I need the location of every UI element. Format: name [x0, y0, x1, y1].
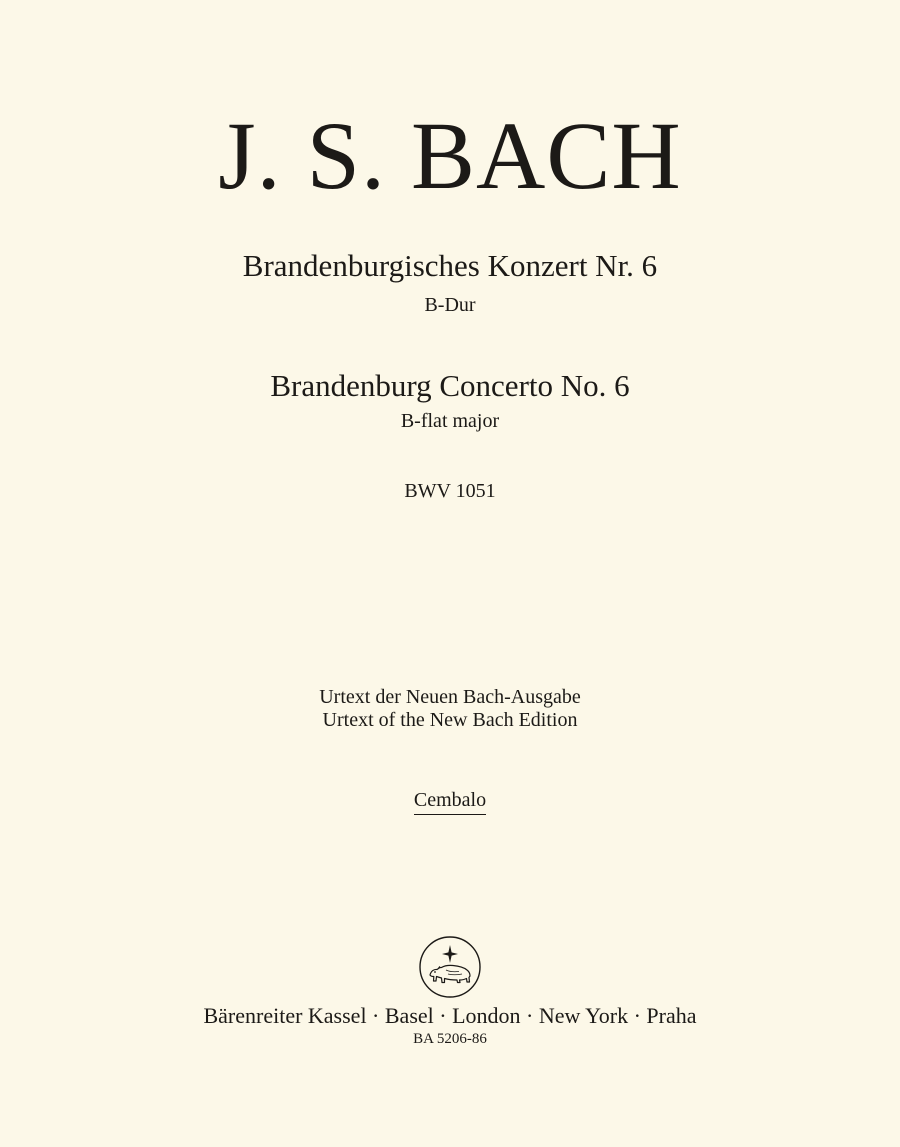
publisher-order-number: BA 5206-86: [413, 1031, 487, 1047]
work-title-english: Brandenburg Concerto No. 6: [270, 368, 630, 403]
edition-line-english: Urtext of the New Bach Edition: [322, 709, 578, 731]
part-label-container: [0, 790, 900, 815]
work-title-german: Brandenburgisches Konzert Nr. 6: [242, 248, 658, 283]
work-key-english: B-flat major: [400, 410, 500, 432]
baerenreiter-bear-logo-icon: [418, 935, 482, 999]
bwv-catalog-number: BWV 1051: [404, 480, 496, 502]
work-key-german: B-Dur: [424, 294, 476, 316]
instrument-name: Cembalo: [414, 790, 486, 815]
edition-line-german: Urtext der Neuen Bach-Ausgabe: [319, 686, 581, 708]
publisher-imprint: Bärenreiter Kassel · Basel · London · New York · Praha: [203, 1003, 697, 1028]
composer-name: J. S. BACH: [218, 102, 682, 209]
